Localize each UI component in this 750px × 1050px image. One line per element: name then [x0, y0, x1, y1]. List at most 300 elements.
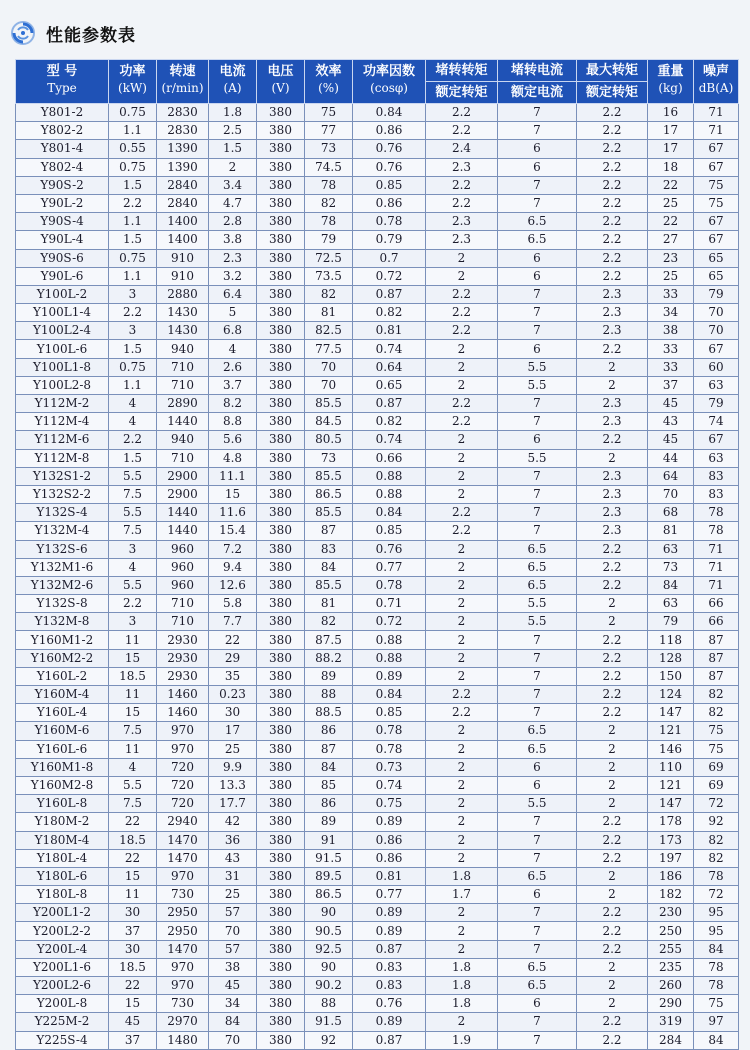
table-cell: 1.8: [426, 977, 498, 995]
table-cell: 128: [648, 649, 694, 667]
table-cell: 71: [694, 558, 739, 576]
table-cell: 25: [648, 267, 694, 285]
table-cell: 18.5: [109, 958, 157, 976]
table-cell: 4.7: [209, 194, 257, 212]
table-cell: Y160M2-8: [16, 776, 109, 794]
table-cell: 146: [648, 740, 694, 758]
table-cell: 380: [257, 194, 305, 212]
table-row: [16, 576, 739, 594]
table-cell: 7: [498, 1031, 577, 1049]
table-cell: 2.2: [577, 194, 648, 212]
table-cell: Y112M-4: [16, 413, 109, 431]
table-cell: 7: [498, 686, 577, 704]
table-cell: 8.2: [209, 395, 257, 413]
table-cell: 380: [257, 758, 305, 776]
table-cell: 34: [648, 304, 694, 322]
table-cell: 380: [257, 1013, 305, 1031]
table-cell: 5.8: [209, 595, 257, 613]
table-cell: 91: [305, 831, 353, 849]
table-row: [16, 813, 739, 831]
table-cell: 730: [157, 886, 209, 904]
table-cell: 1440: [157, 413, 209, 431]
table-row: [16, 667, 739, 685]
table-cell: 29: [209, 649, 257, 667]
table-cell: 70: [694, 322, 739, 340]
table-cell: 380: [257, 249, 305, 267]
table-cell: Y160M1-2: [16, 631, 109, 649]
table-cell: 2.2: [577, 104, 648, 122]
table-cell: 79: [648, 613, 694, 631]
table-cell: 84: [694, 940, 739, 958]
table-cell: 0.88: [353, 649, 426, 667]
table-cell: 290: [648, 995, 694, 1013]
table-cell: 31: [209, 867, 257, 885]
table-cell: 2: [577, 977, 648, 995]
table-cell: 11.1: [209, 467, 257, 485]
table-cell: 9.9: [209, 758, 257, 776]
table-cell: 147: [648, 795, 694, 813]
table-cell: 18: [648, 158, 694, 176]
table-cell: 0.78: [353, 213, 426, 231]
table-cell: Y160M-4: [16, 686, 109, 704]
table-cell: 1.1: [109, 213, 157, 231]
table-cell: 1.5: [109, 176, 157, 194]
table-cell: 71: [694, 122, 739, 140]
table-cell: 25: [648, 194, 694, 212]
table-row: [16, 758, 739, 776]
table-cell: 0.89: [353, 667, 426, 685]
table-cell: 74: [694, 413, 739, 431]
table-cell: 2: [426, 795, 498, 813]
table-cell: Y225S-4: [16, 1031, 109, 1049]
table-cell: 70: [209, 922, 257, 940]
table-cell: 78: [694, 958, 739, 976]
table-cell: 2.3: [577, 285, 648, 303]
table-cell: 82: [305, 613, 353, 631]
table-cell: 380: [257, 595, 305, 613]
table-cell: 5.5: [109, 504, 157, 522]
table-cell: 0.64: [353, 358, 426, 376]
table-cell: 0.75: [353, 795, 426, 813]
table-cell: 380: [257, 122, 305, 140]
table-cell: 42: [209, 813, 257, 831]
table-cell: 2: [426, 558, 498, 576]
table-cell: 73: [305, 140, 353, 158]
table-cell: 730: [157, 995, 209, 1013]
table-row: [16, 977, 739, 995]
table-cell: 7: [498, 285, 577, 303]
table-cell: 5.5: [498, 795, 577, 813]
table-cell: 380: [257, 322, 305, 340]
table-cell: 83: [694, 467, 739, 485]
table-cell: 22: [648, 176, 694, 194]
table-cell: 380: [257, 995, 305, 1013]
table-cell: 319: [648, 1013, 694, 1031]
table-cell: 57: [209, 904, 257, 922]
table-cell: Y160L-4: [16, 704, 109, 722]
table-cell: 1470: [157, 831, 209, 849]
table-cell: 6: [498, 886, 577, 904]
table-cell: 30: [109, 940, 157, 958]
table-cell: 380: [257, 176, 305, 194]
table-cell: 380: [257, 449, 305, 467]
table-cell: 2: [426, 249, 498, 267]
table-cell: 15: [109, 704, 157, 722]
table-cell: 1430: [157, 304, 209, 322]
table-cell: 75: [694, 176, 739, 194]
table-cell: 2.2: [577, 249, 648, 267]
table-cell: 7: [498, 194, 577, 212]
table-cell: 82: [694, 686, 739, 704]
table-cell: 710: [157, 376, 209, 394]
table-row: [16, 140, 739, 158]
table-cell: 2.3: [577, 467, 648, 485]
table-cell: 2: [577, 722, 648, 740]
table-cell: 1.8: [426, 958, 498, 976]
table-cell: 18.5: [109, 831, 157, 849]
table-cell: 380: [257, 649, 305, 667]
table-cell: 1390: [157, 140, 209, 158]
table-cell: 1460: [157, 704, 209, 722]
table-cell: 2950: [157, 904, 209, 922]
table-cell: 380: [257, 504, 305, 522]
table-cell: 75: [694, 194, 739, 212]
table-cell: 2.2: [577, 140, 648, 158]
table-cell: 2: [426, 904, 498, 922]
table-cell: Y90L-2: [16, 194, 109, 212]
table-cell: 91.5: [305, 1013, 353, 1031]
table-cell: 110: [648, 758, 694, 776]
table-cell: 78: [305, 213, 353, 231]
table-cell: 44: [648, 449, 694, 467]
table-cell: Y225M-2: [16, 1013, 109, 1031]
table-cell: 0.84: [353, 686, 426, 704]
table-row: [16, 285, 739, 303]
table-cell: 4: [109, 413, 157, 431]
table-cell: Y132S1-2: [16, 467, 109, 485]
table-cell: 2.2: [577, 704, 648, 722]
table-cell: 2880: [157, 285, 209, 303]
table-cell: 4: [109, 758, 157, 776]
table-cell: 22: [109, 849, 157, 867]
table-cell: 380: [257, 267, 305, 285]
table-cell: 73.5: [305, 267, 353, 285]
table-cell: 0.76: [353, 158, 426, 176]
table-cell: 38: [209, 958, 257, 976]
table-cell: 178: [648, 813, 694, 831]
table-cell: 970: [157, 977, 209, 995]
col-locked-torque-top: 堵转转矩: [426, 60, 498, 82]
table-row: [16, 413, 739, 431]
table-cell: 2.2: [426, 104, 498, 122]
table-cell: 2.2: [426, 285, 498, 303]
table-cell: 72.5: [305, 249, 353, 267]
table-cell: 2.2: [577, 813, 648, 831]
table-cell: 69: [694, 776, 739, 794]
table-cell: 38: [648, 322, 694, 340]
table-cell: 124: [648, 686, 694, 704]
table-cell: 6: [498, 776, 577, 794]
table-cell: 83: [305, 540, 353, 558]
table-cell: 15.4: [209, 522, 257, 540]
table-cell: 118: [648, 631, 694, 649]
table-cell: 7: [498, 631, 577, 649]
table-cell: 173: [648, 831, 694, 849]
table-cell: 7: [498, 104, 577, 122]
table-cell: 2: [577, 758, 648, 776]
table-cell: 970: [157, 958, 209, 976]
table-cell: 15: [109, 867, 157, 885]
table-cell: 1440: [157, 504, 209, 522]
table-cell: 0.81: [353, 867, 426, 885]
table-cell: 22: [109, 813, 157, 831]
table-cell: 8.8: [209, 413, 257, 431]
table-cell: 7: [498, 849, 577, 867]
table-cell: 1.9: [426, 1031, 498, 1049]
table-cell: 6.5: [498, 558, 577, 576]
table-cell: 2.2: [426, 413, 498, 431]
table-cell: 0.74: [353, 776, 426, 794]
table-cell: 255: [648, 940, 694, 958]
table-cell: 78: [694, 867, 739, 885]
table-row: [16, 449, 739, 467]
table-cell: 380: [257, 867, 305, 885]
table-cell: 0.87: [353, 1031, 426, 1049]
table-cell: 67: [694, 158, 739, 176]
table-cell: 7: [498, 304, 577, 322]
table-row: [16, 1031, 739, 1049]
table-cell: Y132S2-2: [16, 485, 109, 503]
table-cell: 7.5: [109, 722, 157, 740]
table-cell: 380: [257, 958, 305, 976]
table-cell: 4.8: [209, 449, 257, 467]
table-cell: 380: [257, 813, 305, 831]
table-cell: 2: [426, 576, 498, 594]
table-cell: 11: [109, 631, 157, 649]
table-cell: 0.88: [353, 631, 426, 649]
table-cell: 2.2: [109, 595, 157, 613]
table-cell: 0.77: [353, 558, 426, 576]
table-cell: 5.5: [498, 613, 577, 631]
table-cell: 1390: [157, 158, 209, 176]
table-cell: 2: [426, 758, 498, 776]
table-cell: 2.3: [577, 395, 648, 413]
table-cell: 82: [694, 831, 739, 849]
table-cell: 13.3: [209, 776, 257, 794]
table-cell: 720: [157, 758, 209, 776]
table-cell: 2.2: [577, 122, 648, 140]
table-cell: 6.5: [498, 958, 577, 976]
table-cell: Y100L1-8: [16, 358, 109, 376]
table-cell: 11: [109, 740, 157, 758]
table-cell: 7.5: [109, 522, 157, 540]
table-cell: 380: [257, 704, 305, 722]
table-cell: 121: [648, 722, 694, 740]
table-cell: 63: [694, 376, 739, 394]
table-cell: Y200L1-6: [16, 958, 109, 976]
table-cell: 0.85: [353, 522, 426, 540]
table-cell: 87: [305, 740, 353, 758]
table-cell: 3.2: [209, 267, 257, 285]
table-cell: 2.5: [209, 122, 257, 140]
table-cell: 380: [257, 977, 305, 995]
table-cell: 2890: [157, 395, 209, 413]
table-cell: 33: [648, 285, 694, 303]
table-cell: Y90S-2: [16, 176, 109, 194]
table-cell: 86: [305, 795, 353, 813]
page-title: 性能参数表: [46, 25, 136, 46]
table-cell: 71: [694, 540, 739, 558]
table-cell: 380: [257, 795, 305, 813]
table-row: [16, 740, 739, 758]
table-row: [16, 267, 739, 285]
table-cell: 2.2: [577, 631, 648, 649]
table-row: [16, 376, 739, 394]
table-cell: 2900: [157, 467, 209, 485]
table-cell: 78: [694, 977, 739, 995]
table-cell: 2: [426, 722, 498, 740]
table-cell: 6.5: [498, 213, 577, 231]
table-cell: 380: [257, 413, 305, 431]
table-cell: 380: [257, 304, 305, 322]
table-cell: 25: [209, 740, 257, 758]
table-row: [16, 231, 739, 249]
table-cell: Y180M-4: [16, 831, 109, 849]
table-cell: 79: [305, 231, 353, 249]
table-cell: 91.5: [305, 849, 353, 867]
table-row: [16, 176, 739, 194]
table-cell: 37: [109, 922, 157, 940]
table-cell: 89: [305, 813, 353, 831]
table-cell: 2970: [157, 1013, 209, 1031]
table-cell: 0.84: [353, 504, 426, 522]
table-cell: 63: [648, 595, 694, 613]
table-cell: 380: [257, 667, 305, 685]
table-cell: 710: [157, 358, 209, 376]
table-cell: 2: [577, 613, 648, 631]
table-cell: 86: [305, 722, 353, 740]
table-cell: 0.82: [353, 413, 426, 431]
table-cell: 6.5: [498, 540, 577, 558]
table-cell: Y200L1-2: [16, 904, 109, 922]
table-row: [16, 849, 739, 867]
table-cell: 380: [257, 376, 305, 394]
table-cell: 2: [426, 449, 498, 467]
table-cell: 2: [426, 467, 498, 485]
table-cell: 1470: [157, 940, 209, 958]
table-cell: 2.3: [577, 522, 648, 540]
table-cell: 6: [498, 431, 577, 449]
table-cell: 70: [305, 376, 353, 394]
table-cell: 87: [305, 522, 353, 540]
table-cell: Y132S-6: [16, 540, 109, 558]
table-cell: 92: [694, 813, 739, 831]
table-row: [16, 704, 739, 722]
table-cell: 7: [498, 649, 577, 667]
table-cell: 0.76: [353, 140, 426, 158]
table-cell: 2830: [157, 104, 209, 122]
table-cell: 7: [498, 467, 577, 485]
table-cell: 84: [209, 1013, 257, 1031]
table-cell: 380: [257, 158, 305, 176]
table-cell: 1.5: [109, 231, 157, 249]
table-cell: 0.72: [353, 613, 426, 631]
table-cell: 380: [257, 395, 305, 413]
table-cell: 16: [648, 104, 694, 122]
table-cell: 5.5: [109, 776, 157, 794]
table-cell: 2: [426, 431, 498, 449]
table-row: [16, 104, 739, 122]
table-cell: 4: [209, 340, 257, 358]
table-cell: 2: [426, 540, 498, 558]
table-cell: 60: [694, 358, 739, 376]
table-cell: 78: [694, 504, 739, 522]
table-cell: 7: [498, 704, 577, 722]
table-cell: 2.2: [426, 176, 498, 194]
table-cell: 77.5: [305, 340, 353, 358]
table-row: [16, 613, 739, 631]
table-cell: 2.3: [426, 213, 498, 231]
table-cell: 380: [257, 922, 305, 940]
table-cell: 73: [648, 558, 694, 576]
table-row: [16, 213, 739, 231]
table-cell: Y180M-2: [16, 813, 109, 831]
table-cell: 63: [648, 540, 694, 558]
table-cell: 0.55: [109, 140, 157, 158]
table-cell: 0.85: [353, 704, 426, 722]
table-cell: 84: [694, 1031, 739, 1049]
table-cell: 1460: [157, 686, 209, 704]
table-cell: 380: [257, 740, 305, 758]
table-cell: 2: [426, 595, 498, 613]
table-cell: 6.8: [209, 322, 257, 340]
table-row: [16, 322, 739, 340]
table-row: [16, 722, 739, 740]
table-cell: 88.5: [305, 704, 353, 722]
table-row: [16, 431, 739, 449]
col-current: 电流 (A): [209, 60, 257, 104]
table-cell: 2: [426, 485, 498, 503]
table-cell: 71: [694, 576, 739, 594]
col-efficiency: 效率 (%): [305, 60, 353, 104]
performance-table: [15, 59, 739, 1050]
table-row: [16, 358, 739, 376]
table-cell: Y132S-4: [16, 504, 109, 522]
table-cell: 2.2: [577, 904, 648, 922]
table-cell: 5.5: [109, 467, 157, 485]
table-cell: 5.5: [498, 376, 577, 394]
table-cell: 2.3: [577, 504, 648, 522]
table-cell: 6: [498, 340, 577, 358]
table-cell: 284: [648, 1031, 694, 1049]
table-cell: 380: [257, 849, 305, 867]
table-cell: 380: [257, 431, 305, 449]
table-cell: 17: [648, 122, 694, 140]
table-cell: 64: [648, 467, 694, 485]
table-cell: 75: [305, 104, 353, 122]
table-cell: 3.4: [209, 176, 257, 194]
table-cell: 380: [257, 340, 305, 358]
table-cell: 7: [498, 504, 577, 522]
table-cell: 17.7: [209, 795, 257, 813]
table-cell: 81: [648, 522, 694, 540]
table-cell: 2: [426, 376, 498, 394]
table-cell: 2.2: [577, 558, 648, 576]
table-row: [16, 304, 739, 322]
table-cell: 45: [648, 431, 694, 449]
table-cell: 65: [694, 249, 739, 267]
table-cell: 30: [109, 904, 157, 922]
